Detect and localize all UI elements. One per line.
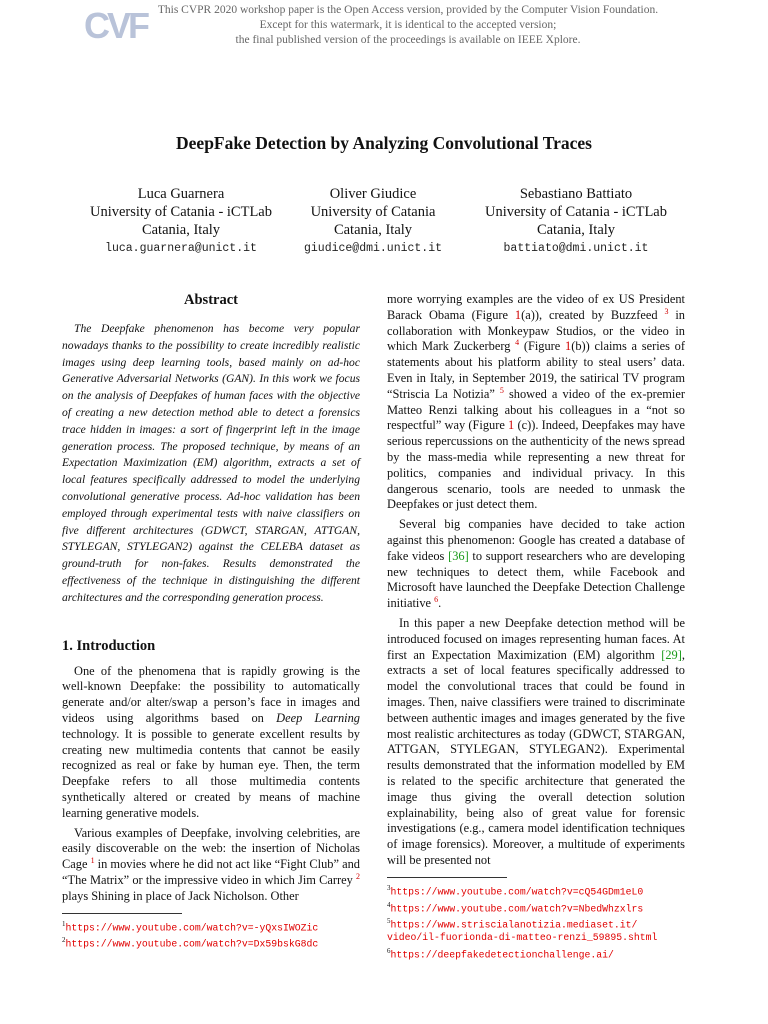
emphasis: Deep Learning xyxy=(276,710,360,725)
author-email[interactable]: giudice@dmi.unict.it xyxy=(303,242,443,255)
paragraph: One of the phenomena that is rapidly growing is the well-known Deepfake: the possibility to automatically generate and/or alter/swap a person’s face in images and videos using algorithms based on Deep Learning technology. It is possible to generate excellent results by creating new multimedia contents that cannot be easily recognized as real or fake by human eye. Then, the term Deepfake refers to all those multimedia contents synthetically altered or created by means of machine learning generative models. xyxy=(62,663,360,820)
footnote-marker[interactable]: 6 xyxy=(434,595,439,605)
footnote-link[interactable]: https://www.youtube.com/watch?v=NbedWhzxlrs xyxy=(390,902,644,914)
author-name: Sebastiano Battiato xyxy=(519,186,633,202)
citation[interactable]: [36] xyxy=(448,548,469,563)
footnote-marker[interactable]: 4 xyxy=(515,338,520,348)
figure-ref[interactable]: 1 xyxy=(565,339,572,354)
paragraph: more worrying examples are the video of ex US President Barack Obama (Figure 1(a)), created by Buzzfeed $^3$ in collaboration with Monkeypaw Studios, or the video in which Mark Zuckerberg $^4$ (Figure 1(b)) claims a series of statements about his platform ability to steal users’ data. Even in Italy, in September 2019, the satirical TV program “Striscia La Notizia” $^5$ showed a video of the ex-premier Matteo Renzi talking about his colleagues in a “not so respectful” way (Figure 1 (c)). Indeed, Deepfakes may have serious repercussions on the authenticity of the news spread by the mass-media while representing a new threat for politics, companies and individual privacy. In this dangerous scenario, tools are needed to unmask the Deepfakes or just detect them. xyxy=(387,292,685,512)
intro-body xyxy=(62,664,360,905)
author-location: Catania, Italy xyxy=(536,222,616,238)
cvf-logo xyxy=(84,4,147,46)
author-block xyxy=(446,185,706,256)
footnote-marker[interactable]: 5 xyxy=(499,385,504,395)
watermark xyxy=(148,3,668,48)
footnote: $^2$https://www.youtube.com/watch?v=Dx59bskG8dc xyxy=(62,936,319,950)
watermark-line: the final published version of the proceedings is available on IEEE Xplore. xyxy=(235,34,581,46)
watermark-line: Except for this watermark, it is identical to the accepted version; xyxy=(259,19,557,31)
footnote-marker[interactable]: 2 xyxy=(356,871,360,881)
footnote-marker[interactable]: 1 xyxy=(90,855,95,865)
author-name: Luca Guarnera xyxy=(137,186,225,202)
footnote: $^3$https://www.youtube.com/watch?v=cQ54GDm1eL0 xyxy=(387,883,644,897)
author-affiliation: University of Catania xyxy=(310,204,436,220)
paragraph: Various examples of Deepfake, involving celebrities, are easily discoverable on the web: the insertion of Nicholas Cage $^1$ in movies where he did not act like “Fight Club” and “The Matrix” or the impressive video in which Jim Carrey $^2$ plays Shining in place of Jack Nicholson. Other xyxy=(62,825,361,903)
abstract-heading: Abstract xyxy=(184,292,238,308)
footnote-link[interactable]: https://www.youtube.com/watch?v=cQ54GDm1eL0 xyxy=(390,885,644,897)
footnote-marker[interactable]: 3 xyxy=(664,306,669,316)
footnote-link[interactable]: https://www.youtube.com/watch?v=Dx59bskG8dc xyxy=(65,938,319,950)
footnote-link[interactable]: https://www.striscialanotizia.mediaset.it/ xyxy=(390,919,638,931)
svg-text:CVF: CVF xyxy=(84,5,147,46)
left-column xyxy=(62,292,360,951)
footnote-continuation[interactable]: video/il-fuorionda-di-matteo-renzi_59895.shtml xyxy=(387,932,658,944)
author-email[interactable]: battiato@dmi.unict.it xyxy=(503,242,649,255)
footnote: $^4$https://www.youtube.com/watch?v=NbedWhzxlrs xyxy=(387,900,644,914)
watermark-line: This CVPR 2020 workshop paper is the Open Access version, provided by the Computer Vision Foundation. xyxy=(157,4,659,16)
footnotes xyxy=(387,877,658,962)
footnotes xyxy=(62,913,319,952)
author-name: Oliver Giudice xyxy=(329,186,417,202)
intro-body-continued xyxy=(387,292,685,869)
author-block xyxy=(61,185,301,256)
right-column xyxy=(387,292,685,962)
author-location: Catania, Italy xyxy=(333,222,413,238)
author-affiliation: University of Catania - iCTLab xyxy=(89,204,272,220)
section-heading: 1. Introduction xyxy=(62,637,156,654)
author-affiliation: University of Catania - iCTLab xyxy=(484,204,667,220)
footnote-link[interactable]: https://www.youtube.com/watch?v=-yQxsIWOZic xyxy=(65,921,319,933)
footnote: $^5$https://www.striscialanotizia.mediaset.it/ xyxy=(387,917,638,931)
figure-ref[interactable]: 1 xyxy=(514,307,522,322)
paragraph: In this paper a new Deepfake detection method will be introduced focused on images representing human faces. At first an Expectation Maximization (EM) algorithm [29], extracts a set of local features specifically addressed to model the convolutional traces that could be found in images. Then, naive classifiers were trained to discriminate between authentic images and images generated by the five most realistic architectures as today (GDWCT, STARGAN, ATTGAN, STYLEGAN, STYLEGAN2). Experimental results demonstrated that the information modelled by EM is related to the specific architecture that generated the image thus giving the overall detection solution explainability, being also of great value for forensic investigations (e.g., camera model identification techniques of image forensics). Moreover, a multitude of experiments will be presented not xyxy=(387,615,685,867)
author-block xyxy=(273,185,473,256)
author-email[interactable]: luca.guarnera@unict.it xyxy=(105,242,257,255)
abstract xyxy=(62,292,360,607)
footnote: $^1$https://www.youtube.com/watch?v=-yQxsIWOZic xyxy=(62,919,319,933)
footnote: $^6$https://deepfakedetectionchallenge.ai/ xyxy=(387,946,614,961)
author-location: Catania, Italy xyxy=(141,222,221,238)
figure-ref[interactable]: 1 xyxy=(508,418,515,433)
citation[interactable]: [29] xyxy=(661,647,682,662)
abstract-text: The Deepfake phenomenon has become very popular nowadays thanks to the possibility to create incredibly realistic images using deep learning tools, based mainly on ad-hoc Generative Adversarial Networks (GAN). In this work we focus on the analysis of Deepfakes of human faces with the objective of creating a new detection method able to detect a forensics trace hidden in images: a sort of fingerprint left in the image generation process. The proposed technique, by means of an Expectation Maximization (EM) algorithm, extracts a set of local features specifically addressed to model the underlying convolutional generative process. Ad-hoc validation has been employed through experimental tests with naive classifiers on five different architectures (GDWCT, STARGAN, ATTGAN, STYLEGAN, STYLEGAN2) against the CELEBA dataset as ground-truth for non-fakes. Results demonstrated the effectiveness of the technique in distinguishing the different architectures and the corresponding generation process. xyxy=(62,322,360,604)
paper-title: DeepFake Detection by Analyzing Convolutional Traces xyxy=(176,133,592,153)
footnote-link[interactable]: https://deepfakedetectionchallenge.ai/ xyxy=(390,949,614,961)
paragraph: Several big companies have decided to take action against this phenomenon: Google has created a database of fake videos [36] to support researchers who are developing new techniques to detect them, while Facebook and Microsoft have launched the Deepfake Detection Challenge initiative $^6$. xyxy=(387,517,685,611)
